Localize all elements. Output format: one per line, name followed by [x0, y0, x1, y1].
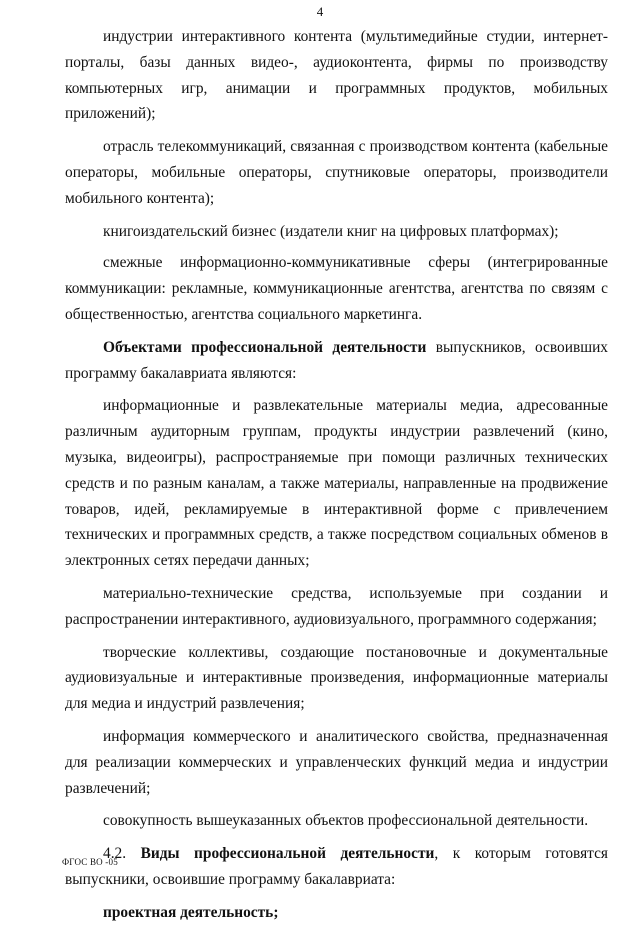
paragraph-text: совокупность вышеуказанных объектов профессиональной деятельности.: [103, 812, 589, 830]
paragraph-book-publishing: [65, 219, 608, 245]
paragraph-technical-means: [65, 581, 608, 633]
paragraph-text: информационные и развлекательные материалы медиа, адресованные различным аудиторным группам, продукты индустрии развлечений (кино, музыка, видеоигры), распространяемые при помощи различных технических средств и по разным каналам, а также материалы, направленные на продвижение товаров, идей, рекламируемые в интерактивной форме с привлечением технических и программных средств, а также посредством социальных обменов в электронных сетях передачи данных;: [65, 397, 608, 570]
bold-term: Объектами профессиональной деятельности: [103, 338, 427, 356]
paragraph-text: , к которым готовятся выпускники, освоившие программу бакалавриата:: [65, 845, 609, 888]
paragraph-text: творческие коллективы, создающие постановочные и документальные аудиовизуальные и интерактивные произведения, информационные материалы для медиа и индустрий развлечения;: [65, 643, 608, 713]
footer-code: ФГОС ВО -05: [62, 857, 118, 867]
paragraph-text: материально-технические средства, используемые при создании и распространении интерактивного, аудиовизуального, программного содержания;: [65, 584, 608, 628]
paragraph-text: смежные информационно-коммуникативные сферы (интегрированные коммуникации: рекламные, коммуникационные агентства, агентства по связям с общественностью, агентства социального маркетинга.: [65, 254, 608, 323]
bold-term: проектная деятельность;: [103, 903, 279, 921]
paragraph-objects-heading: [65, 335, 608, 387]
section-number: 4.2.: [103, 845, 141, 863]
paragraph-creative-teams: [65, 640, 608, 717]
paragraph-section-4-2: [65, 841, 608, 893]
paragraph-telecom: [65, 134, 608, 211]
paragraph-text: отрасль телекоммуникаций, связанная с производством контента (кабельные операторы, мобильные операторы, спутниковые операторы, производители мобильного контента);: [65, 138, 608, 207]
page-number: 4: [316, 4, 324, 19]
paragraph-adjacent-spheres: [65, 250, 608, 327]
paragraph-project-activity: [65, 900, 608, 926]
paragraph-media-materials: [65, 393, 608, 574]
paragraph-commercial-info: [65, 724, 608, 801]
paragraph-text: выпускников, освоивших программу бакалавриата являются:: [65, 338, 608, 382]
paragraph-text: информация коммерческого и аналитического свойства, предназначенная для реализации коммерческих и управленческих функций медиа и индустрии развлечений;: [65, 727, 608, 797]
document-body: [65, 24, 608, 933]
paragraph-text: индустрии интерактивного контента (мультимедийные студии, интернет-порталы, базы данных видео-, аудиоконтента, фирмы по производству компьютерных игр, анимации и программных продуктов, мобильных приложений);: [65, 28, 608, 123]
paragraph-totality: [65, 808, 608, 834]
bold-term: Виды профессиональной деятельности: [140, 845, 435, 863]
paragraph-text: книгоиздательский бизнес (издатели книг на цифровых платформах);: [103, 222, 559, 240]
paragraph-industries-interactive: [65, 24, 608, 127]
